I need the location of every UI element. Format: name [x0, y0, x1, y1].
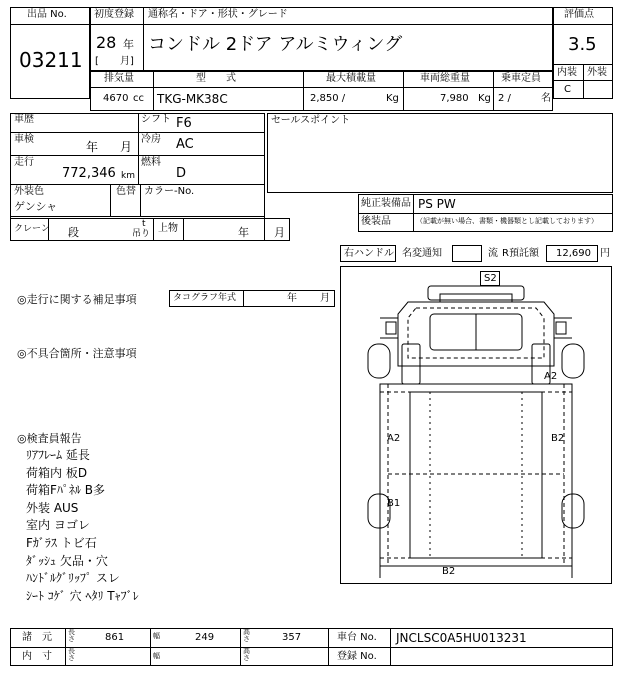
crane-ton-unit: t: [142, 219, 146, 229]
ryu-label: 流: [488, 248, 498, 259]
gross-weight-label: 車両総重量: [420, 73, 470, 84]
equipment-value: PS PW: [418, 197, 456, 211]
first-registration-label: 初度登録: [94, 9, 134, 20]
model-name-label: 通称名・ドア・形状・グレード: [148, 9, 288, 20]
ac-label: 冷房: [141, 134, 161, 145]
inspection-month-unit: 月: [120, 140, 133, 154]
crane-stage-unit: 段: [68, 226, 79, 239]
recycle-deposit-label: R預託額: [502, 248, 539, 259]
width-value: 249: [195, 632, 215, 643]
mileage-value: 772,346: [62, 166, 116, 181]
capacity-value: 2 /: [498, 93, 511, 104]
right-front-mark: A2: [544, 371, 558, 382]
displacement-value: 4670: [103, 93, 129, 104]
mileage-label: 走行: [14, 157, 34, 168]
interior-length-label: 長さ: [68, 647, 75, 662]
front-glass-mark: S2: [484, 273, 497, 284]
model-code: TKG-MK38C: [157, 92, 228, 106]
interior-height-label: 高さ: [243, 647, 250, 662]
name-change-label: 名変通知: [402, 248, 442, 259]
ac-value: AC: [176, 137, 194, 152]
displacement-unit: cc: [133, 93, 144, 104]
month-bracket-open: [: [95, 56, 99, 67]
displacement-label: 排気量: [104, 73, 134, 84]
shift-value: F6: [176, 116, 192, 131]
inspector-report-line: 室内 ヨゴレ: [26, 518, 90, 533]
registration-year: 28: [96, 33, 117, 52]
model-name: コンドル 2ドア アルミウィング: [148, 34, 403, 55]
registration-no-label: 登録 No.: [337, 651, 377, 662]
crane-lift-unit: 吊り: [132, 229, 151, 239]
fuel-label: 燃料: [141, 157, 161, 168]
history-label: 車歴: [14, 114, 34, 125]
deck-year-unit: 年: [238, 226, 249, 239]
inspector-report-line: ﾊﾝﾄﾞﾙｸﾞﾘｯﾌﾟ スレ: [26, 571, 120, 586]
interior-dims-label: 内 寸: [22, 651, 52, 662]
height-value: 357: [282, 632, 302, 643]
interior-width-label: 幅: [153, 652, 160, 660]
max-load-label: 最大積載量: [326, 73, 376, 84]
interior-grade: C: [564, 84, 571, 95]
yen-unit: 円: [600, 248, 610, 259]
exterior-color-label: 外装色: [14, 186, 44, 197]
inspector-report-line: 荷箱内 板D: [26, 465, 88, 480]
width-label: 幅: [153, 632, 160, 640]
crane-label: クレーン: [14, 224, 50, 234]
year-unit: 年: [123, 38, 134, 51]
inspection-label: 車検: [14, 134, 34, 145]
length-value: 861: [105, 632, 125, 643]
tachograph-month-unit: 月: [320, 293, 330, 304]
chassis-no-label: 車台 No.: [337, 632, 377, 643]
spec-dims-label: 諸 元: [22, 632, 52, 643]
left-rear-mark: B1: [387, 498, 401, 509]
lot-number: 03211: [19, 48, 83, 72]
inspection-year-unit: 年: [86, 140, 99, 154]
running-notes-heading: ◎走行に関する補足事項: [17, 293, 137, 306]
capacity-label: 乗車定員: [501, 73, 541, 84]
color-code-label: カラー-No.: [144, 186, 195, 197]
height-label: 高さ: [243, 628, 250, 643]
deck-month-unit: 月: [274, 226, 285, 239]
recycle-deposit-amount: 12,690: [556, 248, 591, 259]
cargo-box: [380, 384, 572, 578]
inspector-report-line: ﾀﾞｯｼｭ 欠品・穴: [26, 553, 108, 568]
exterior-grade-label: 外装: [587, 67, 607, 78]
mileage-unit: km: [121, 171, 135, 181]
right-side-mark: B2: [551, 433, 565, 444]
lot-label: 出品 No.: [27, 9, 67, 20]
tachograph-year-unit: 年: [287, 293, 297, 304]
aftermarket-note: （記載が無い場合、書類・機器類とし記載しております）: [416, 217, 598, 225]
name-change-checkbox: [452, 245, 482, 262]
interior-grade-label: 内装: [557, 67, 577, 78]
max-load-value: 2,850 /: [310, 93, 346, 104]
rear-mark: B2: [442, 566, 456, 577]
tachograph-label: タコグラフ年式: [173, 293, 237, 303]
inspector-report-line: Fｶﾞﾗｽ トビ石: [26, 536, 97, 550]
vehicle-damage-diagram: [340, 266, 612, 584]
fuel-value: D: [176, 166, 187, 181]
max-load-unit: Kg: [386, 93, 399, 104]
inspector-report-line: ﾘｱﾌﾚｰﾑ 延長: [26, 448, 90, 462]
deck-label: 上物: [158, 223, 178, 234]
sales-point-label: セールスポイント: [271, 115, 351, 126]
inspector-report-line: 外装 AUS: [26, 500, 79, 515]
capacity-unit: 名: [541, 93, 551, 104]
month-unit: 月]: [120, 56, 134, 67]
left-side-mark: A2: [387, 433, 401, 444]
exterior-color-value: ゲンシャ: [14, 200, 58, 213]
inspector-report-line: ｼｰﾄ ｺｹﾞ 穴 ﾍﾀﾘ Tｬﾌﾞﾚ: [26, 588, 139, 603]
shift-label: シフト: [141, 114, 171, 125]
length-label: 長さ: [68, 628, 75, 643]
score-label: 評価点: [564, 9, 594, 20]
chassis-no-value: JNCLSC0A5HU013231: [396, 631, 527, 645]
cab-outline: [380, 286, 572, 384]
model-code-label: 型 式: [196, 73, 236, 84]
inspector-report-heading: ◎検査員報告: [17, 432, 82, 445]
defects-heading: ◎不具合箇所・注意事項: [17, 347, 137, 360]
gross-weight-value: 7,980: [440, 93, 469, 104]
aftermarket-label: 後装品: [361, 216, 391, 227]
inspector-report-line: 荷箱Fﾊﾟﾈﾙ B多: [26, 483, 105, 498]
score-value: 3.5: [568, 34, 597, 55]
color-change-label: 色替: [116, 186, 136, 197]
equipment-label: 純正装備品: [361, 198, 411, 209]
gross-weight-unit: Kg: [478, 93, 491, 104]
right-hand-drive-text: 右ハンドル: [344, 248, 394, 259]
